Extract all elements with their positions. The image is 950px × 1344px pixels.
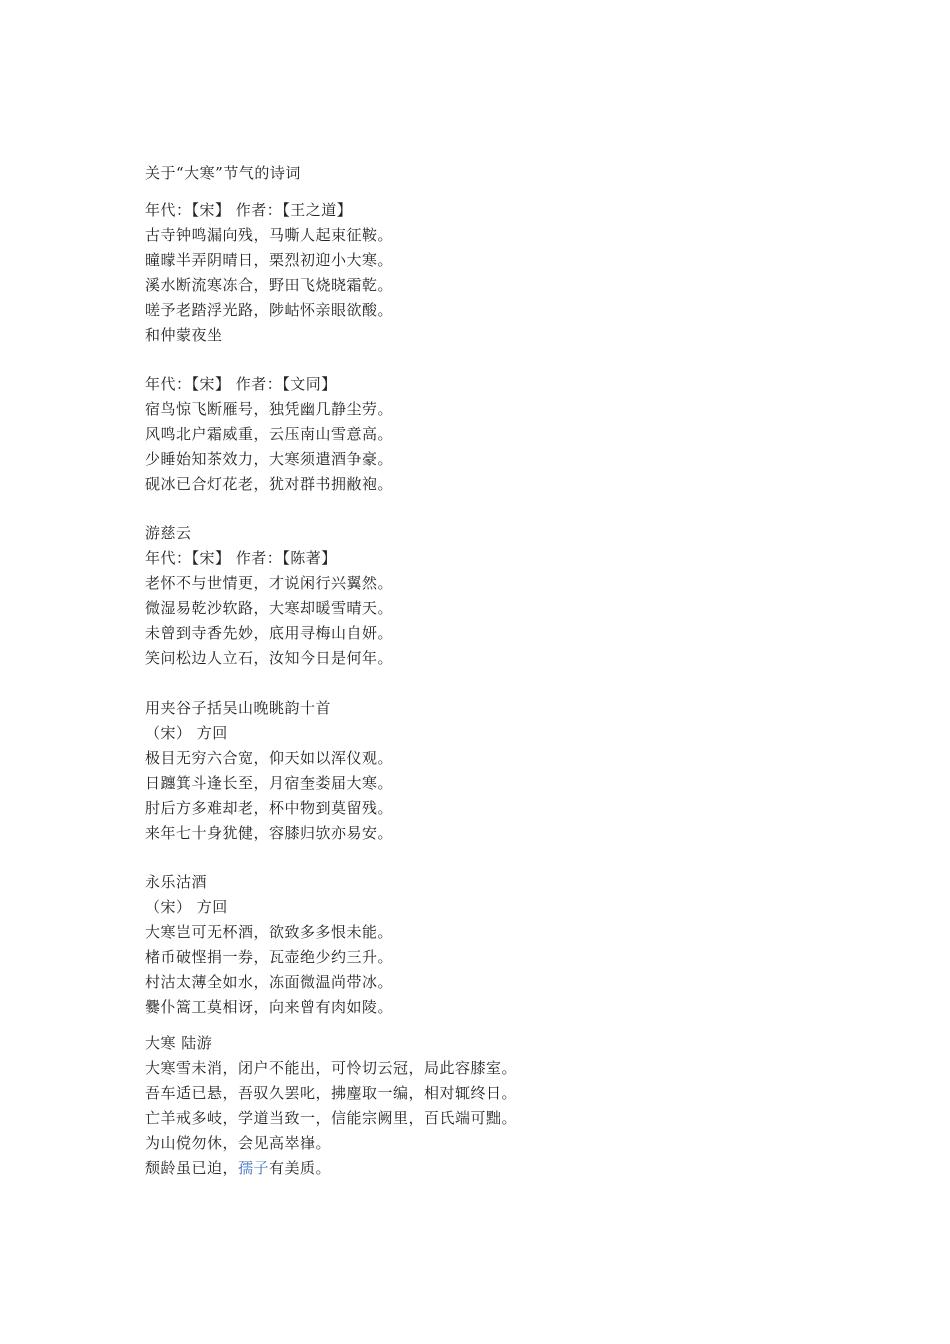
poem-6-line-4: 为山傥勿休，会见高崒嵂。 — [145, 1134, 332, 1152]
poem-1-line-2: 曈曚半弄阴晴日，栗烈初迎小大寒。 — [145, 251, 394, 269]
poem-5-line-3: 村沽太薄全如水，冻面微温尚带冰。 — [145, 973, 394, 991]
poem-6-title: 大寒 陆游 — [145, 1034, 213, 1052]
poem-5-meta: （宋） 方回 — [145, 898, 228, 916]
poem-3-meta: 年代：【宋】 作者：【陈著】 — [145, 549, 337, 567]
poem-5-title: 永乐沽酒 — [145, 873, 208, 891]
poem-4-line-2: 日躔箕斗逢长至，月宿奎娄届大寒。 — [145, 774, 394, 792]
poem-5-line-1: 大寒岂可无杯酒，欲致多多恨未能。 — [145, 923, 394, 941]
poem-4-meta: （宋） 方回 — [145, 724, 228, 742]
poem-6-line-5 — [145, 1158, 331, 1178]
poem-5-line-4: 爨仆篙工莫相讶，向来曾有肉如陵。 — [145, 998, 394, 1016]
poem-3-line-4: 笑问松边人立石，汝知今日是何年。 — [145, 649, 394, 667]
poem-1-line-4: 嗟予老踏浮光路，陟岵怀亲眼欲酸。 — [145, 301, 394, 319]
poem-2-line-4: 砚冰已合灯花老，犹对群书拥敝袍。 — [145, 475, 394, 493]
poem-6-line-5-start: 颓龄虽已迫， — [145, 1159, 239, 1177]
poem-2-line-2: 风鸣北户霜威重，云压南山雪意高。 — [145, 425, 394, 443]
poem-2-line-3: 少睡始知茶效力，大寒须遣酒争豪。 — [145, 450, 394, 468]
poem-1-line-3: 溪水断流寒冻合，野田飞烧晓霜乾。 — [145, 276, 394, 294]
poem-1-line-1: 古寺钟鸣漏向残，马嘶人起束征鞍。 — [145, 226, 394, 244]
poem-3-line-1: 老怀不与世情更，才说闲行兴翼然。 — [145, 574, 394, 592]
poem-4-title: 用夹谷子括吴山晚眺韵十首 — [145, 699, 332, 717]
poem-6-line-1: 大寒雪未消，闭户不能出，可怜切云冠，局此容膝室。 — [145, 1059, 518, 1077]
poem-4-line-4: 来年七十身犹健，容膝归欤亦易安。 — [145, 824, 394, 842]
poem-2-title: 和仲蒙夜坐 — [145, 326, 223, 344]
poem-4-line-1: 极目无穷六合宽，仰天如以浑仪观。 — [145, 749, 394, 767]
poem-6-line-3: 亡羊戒多岐，学道当致一，信能宗阙里，百氏端可黜。 — [145, 1109, 518, 1127]
poem-1-meta: 年代：【宋】 作者：【王之道】 — [145, 201, 353, 219]
poem-3-title: 游慈云 — [145, 524, 192, 542]
poem-6-line-5-end: 有美质。 — [269, 1159, 332, 1177]
poem-2-meta: 年代：【宋】 作者：【文同】 — [145, 375, 337, 393]
document-title: 关于“大寒”节气的诗词 — [145, 164, 301, 182]
ruzi-link[interactable]: 孺子 — [238, 1159, 270, 1177]
poem-5-line-2: 楮币破悭捐一券，瓦壶绝少约三升。 — [145, 948, 394, 966]
poem-4-line-3: 肘后方多难却老，杯中物到莫留残。 — [145, 799, 394, 817]
poem-2-line-1: 宿鸟惊飞断雁号，独凭幽几静尘劳。 — [145, 400, 394, 418]
poem-6-line-2: 吾车适已悬，吾驭久罢叱，拂麈取一编，相对辄终日。 — [145, 1084, 518, 1102]
poem-3-line-2: 微湿易乾沙软路，大寒却暖雪晴天。 — [145, 599, 394, 617]
poem-3-line-3: 未曾到寺香先妙，底用寻梅山自妍。 — [145, 624, 394, 642]
